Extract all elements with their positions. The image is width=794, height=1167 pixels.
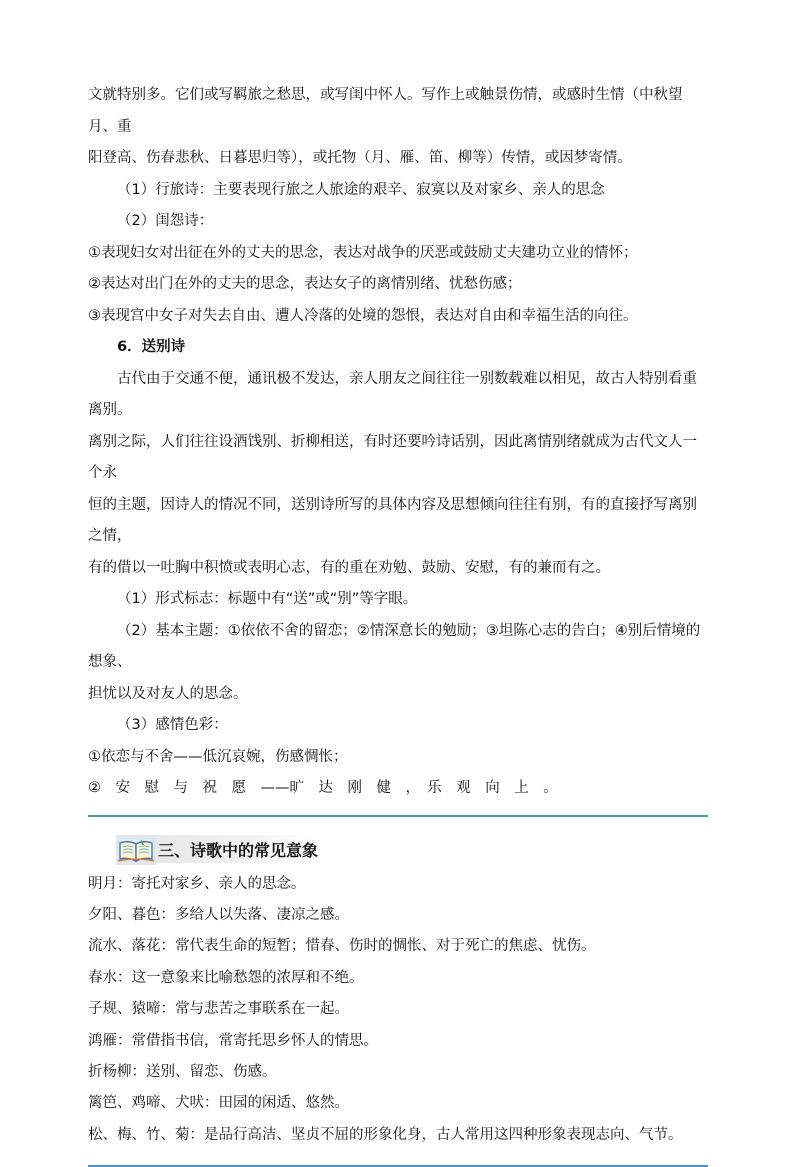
guiyuan-item-3: ③表现宫中女子对失去自由、遭人冷落的处境的怨恨，表达对自由和幸福生活的向往。 — [88, 307, 638, 324]
songbie-para-line-3: 恒的主题，因诗人的情况不同，送别诗所写的具体内容及思想倾向往往有别，有的直接抒写离别之情， — [88, 496, 697, 544]
intro-line-2: 阳登高、伤春悲秋、日暮思归等），或托物（月、雁、笛、柳等）传情，或因梦寄情。 — [88, 150, 632, 166]
guiyuan-item-2: ②表达对出门在外的丈夫的思念，表达女子的离情别绪、忧愁伤感； — [88, 276, 522, 292]
section-3-heading — [88, 833, 708, 867]
songbie-form-mark: （1）形式标志：标题中有“送”或“别”等字眼。 — [117, 591, 418, 607]
songbie-heading: 6．送别诗 — [117, 339, 186, 355]
guiyuan-item-1: ①表现妇女对出征在外的丈夫的思念，表达对战争的厌恶或鼓励丈夫建功立业的情怀； — [88, 244, 638, 261]
imagery-item-liba: 篱笆、鸡啼、犬吠：田园的闲适、悠然。 — [88, 1095, 349, 1112]
section-divider-top — [88, 815, 708, 817]
imagery-item-zigui: 子规、猿啼：常与悲苦之事联系在一起。 — [88, 1001, 349, 1018]
xinglv-item: （1）行旅诗：主要表现行旅之人旅途的艰辛、寂寞以及对家乡、亲人的思念 — [117, 181, 605, 198]
songbie-emotion-item-1: ①依恋与不舍——低沉哀婉，伤感惆怅； — [88, 748, 348, 765]
imagery-item-chunshui: 春水：这一意象来比喻愁怨的浓厚和不绝。 — [88, 969, 364, 986]
songbie-emotion-item-2: ② 安 慰 与 祝 愿 ——旷 达 刚 健 ， 乐 观 向 上 。 — [88, 780, 558, 796]
songbie-theme-line-2: 担忧以及对友人的思念。 — [88, 685, 248, 702]
open-book-icon — [116, 835, 156, 865]
imagery-item-songmei: 松、梅、竹、菊：是品行高洁、坚贞不屈的形象化身，古人常用这四种形象表现志向、气节。 — [88, 1126, 683, 1143]
imagery-list — [88, 869, 708, 1152]
imagery-item-zheyangliu: 折杨柳：送别、留恋、伤感。 — [88, 1063, 277, 1080]
songbie-para-line-2: 离别之际，人们往往设酒饯别、折柳相送，有时还要吟诗话别，因此离情别绪就成为古代文人一个永 — [88, 433, 697, 481]
guiyuan-title: （2）闺怨诗： — [117, 213, 214, 229]
songbie-theme-line-1: （2）基本主题：①依依不舍的留恋；②情深意长的勉励；③坦陈心志的告白；④别后情境的想象、 — [88, 622, 701, 670]
songbie-para-line-4: 有的借以一吐胸中积愤或表明心志，有的重在劝勉、鼓励、安慰，有的兼而有之。 — [88, 559, 610, 576]
imagery-item-liushui: 流水、落花：常代表生命的短暂；惜春、伤时的惆怅、对于死亡的焦虑、忧伤。 — [88, 938, 596, 955]
imagery-item-hongyan: 鸿雁：常借指书信，常寄托思乡怀人的情思。 — [88, 1032, 378, 1049]
page-content — [88, 80, 708, 1167]
songbie-emotion-title: （3）感情色彩： — [117, 717, 228, 733]
songbie-para-line-1: 古代由于交通不便，通讯极不发达，亲人朋友之间往往一别数载难以相见，故古人特别看重离别。 — [88, 370, 697, 418]
section-3-title: 三、诗歌中的常见意象 — [158, 840, 319, 860]
imagery-item-mingyue: 明月：寄托对家乡、亲人的思念。 — [88, 875, 306, 892]
intro-line-1: 文就特别多。它们或写羁旅之愁思，或写闺中怀人。写作上或触景伤情，或感时生情（中秋望月、重 — [88, 87, 683, 135]
imagery-item-xiyang: 夕阳、暮色：多给人以失落、凄凉之感。 — [88, 906, 349, 923]
